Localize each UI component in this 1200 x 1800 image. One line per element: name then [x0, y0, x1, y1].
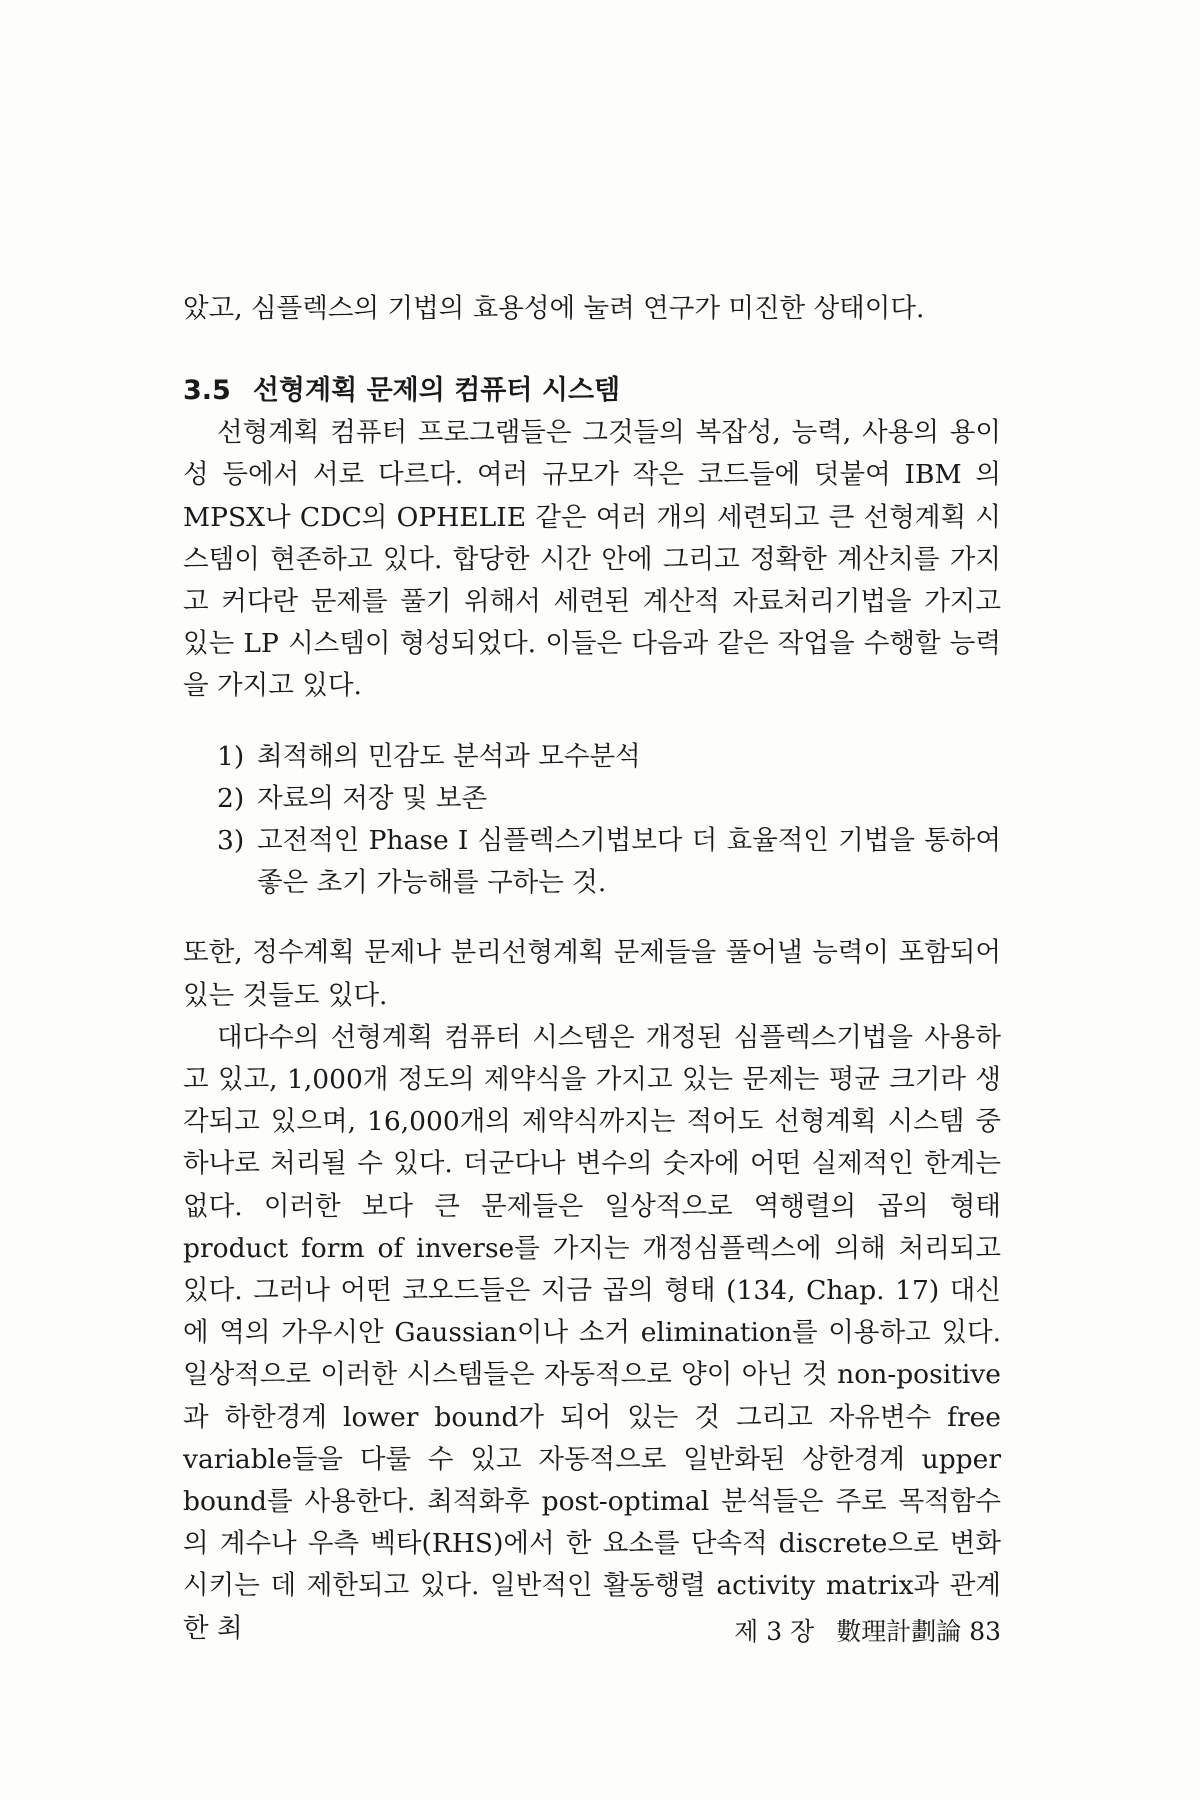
page-number: 83 [969, 1617, 1001, 1646]
list-item-1 [183, 736, 1001, 778]
intro-line: 았고, 심플렉스의 기법의 효용성에 눌려 연구가 미진한 상태이다. [183, 293, 925, 324]
section-heading [183, 370, 1001, 412]
text-column [183, 288, 1001, 1650]
page-footer [183, 1614, 1001, 1650]
footer-title: 數理計劃論 [836, 1617, 962, 1646]
list-text: 최적해의 민감도 분석과 모수분석 [257, 740, 641, 772]
feature-list [183, 736, 1001, 905]
list-text: 자료의 저장 및 보존 [257, 782, 488, 814]
footer-chapter: 제 3 장 [734, 1617, 815, 1646]
list-marker: 3) [217, 825, 245, 857]
list-item-2 [183, 778, 1001, 820]
list-text: 고전적인 Phase I 심플렉스기법보다 더 효율적인 기법을 통하여 좋은 초기 가능해를 구하는 것. [257, 825, 1001, 899]
paragraph-3: 대다수의 선형계획 컴퓨터 시스템은 개정된 심플렉스기법을 사용하고 있고, 1,000개 정도의 제약식을 가지고 있는 문제는 평균 크기라 생각되고 있으며, 16,000개의 제약식까지는 적어도 선형계획 시스템 중 하나로 처리될 수 있다. 더군다나 변수의 숫자에 어떤 실제적인 한계는 없다. 이러한 보다 큰 문제들은 일상적으로 역행렬의 곱의 형태 product form of inverse를 가지는 개정심플렉스에 의해 처리되고 있다. 그러나 어떤 코오드들은 지금 곱의 형태 (134, Chap. 17) 대신에 역의 가우시안 Gaussian이나 소거 elimination를 이용하고 있다. 일상적으로 이러한 시스템들은 자동적으로 양이 아닌 것 non-positive과 하한경계 lower bound가 되어 있는 것 그리고 자유변수 free variable들을 다룰 수 있고 자동적으로 일반화된 상한경계 upper bound를 사용한다. 최적화후 post-optimal 분석들은 주로 목적함수의 계수나 우측 벡타(RHS)에서 한 요소를 단속적 discrete으로 변화시키는 데 제한되고 있다. 일반적인 활동행렬 activity matrix과 관계한 최 [183, 1021, 1001, 1644]
list-marker: 1) [217, 740, 245, 772]
paragraph-2: 또한, 정수계획 문제나 분리선형계획 문제들을 풀어낼 능력이 포함되어 있는 것들도 있다. [183, 937, 1001, 1011]
section-title: 선형계획 문제의 컴퓨터 시스템 [252, 375, 621, 407]
list-marker: 2) [217, 782, 245, 814]
section-number: 3.5 [183, 375, 231, 407]
paragraph-1: 선형계획 컴퓨터 프로그램들은 그것들의 복잡성, 능력, 사용의 용이성 등에서 서로 다르다. 여러 규모가 작은 코드들에 덧붙여 IBM 의 MPSX나 CDC의 OPHELIE 같은 여러 개의 세련되고 큰 선형계획 시스템이 현존하고 있다. 합당한 시간 안에 그리고 정확한 계산치를 가지고 커다란 문제를 풀기 위해서 세련된 계산적 자료처리기법을 가지고 있는 LP 시스템이 형성되었다. 이들은 다음과 같은 작업을 수행할 능력을 가지고 있다. [183, 417, 1001, 702]
list-item-3 [183, 820, 1001, 904]
